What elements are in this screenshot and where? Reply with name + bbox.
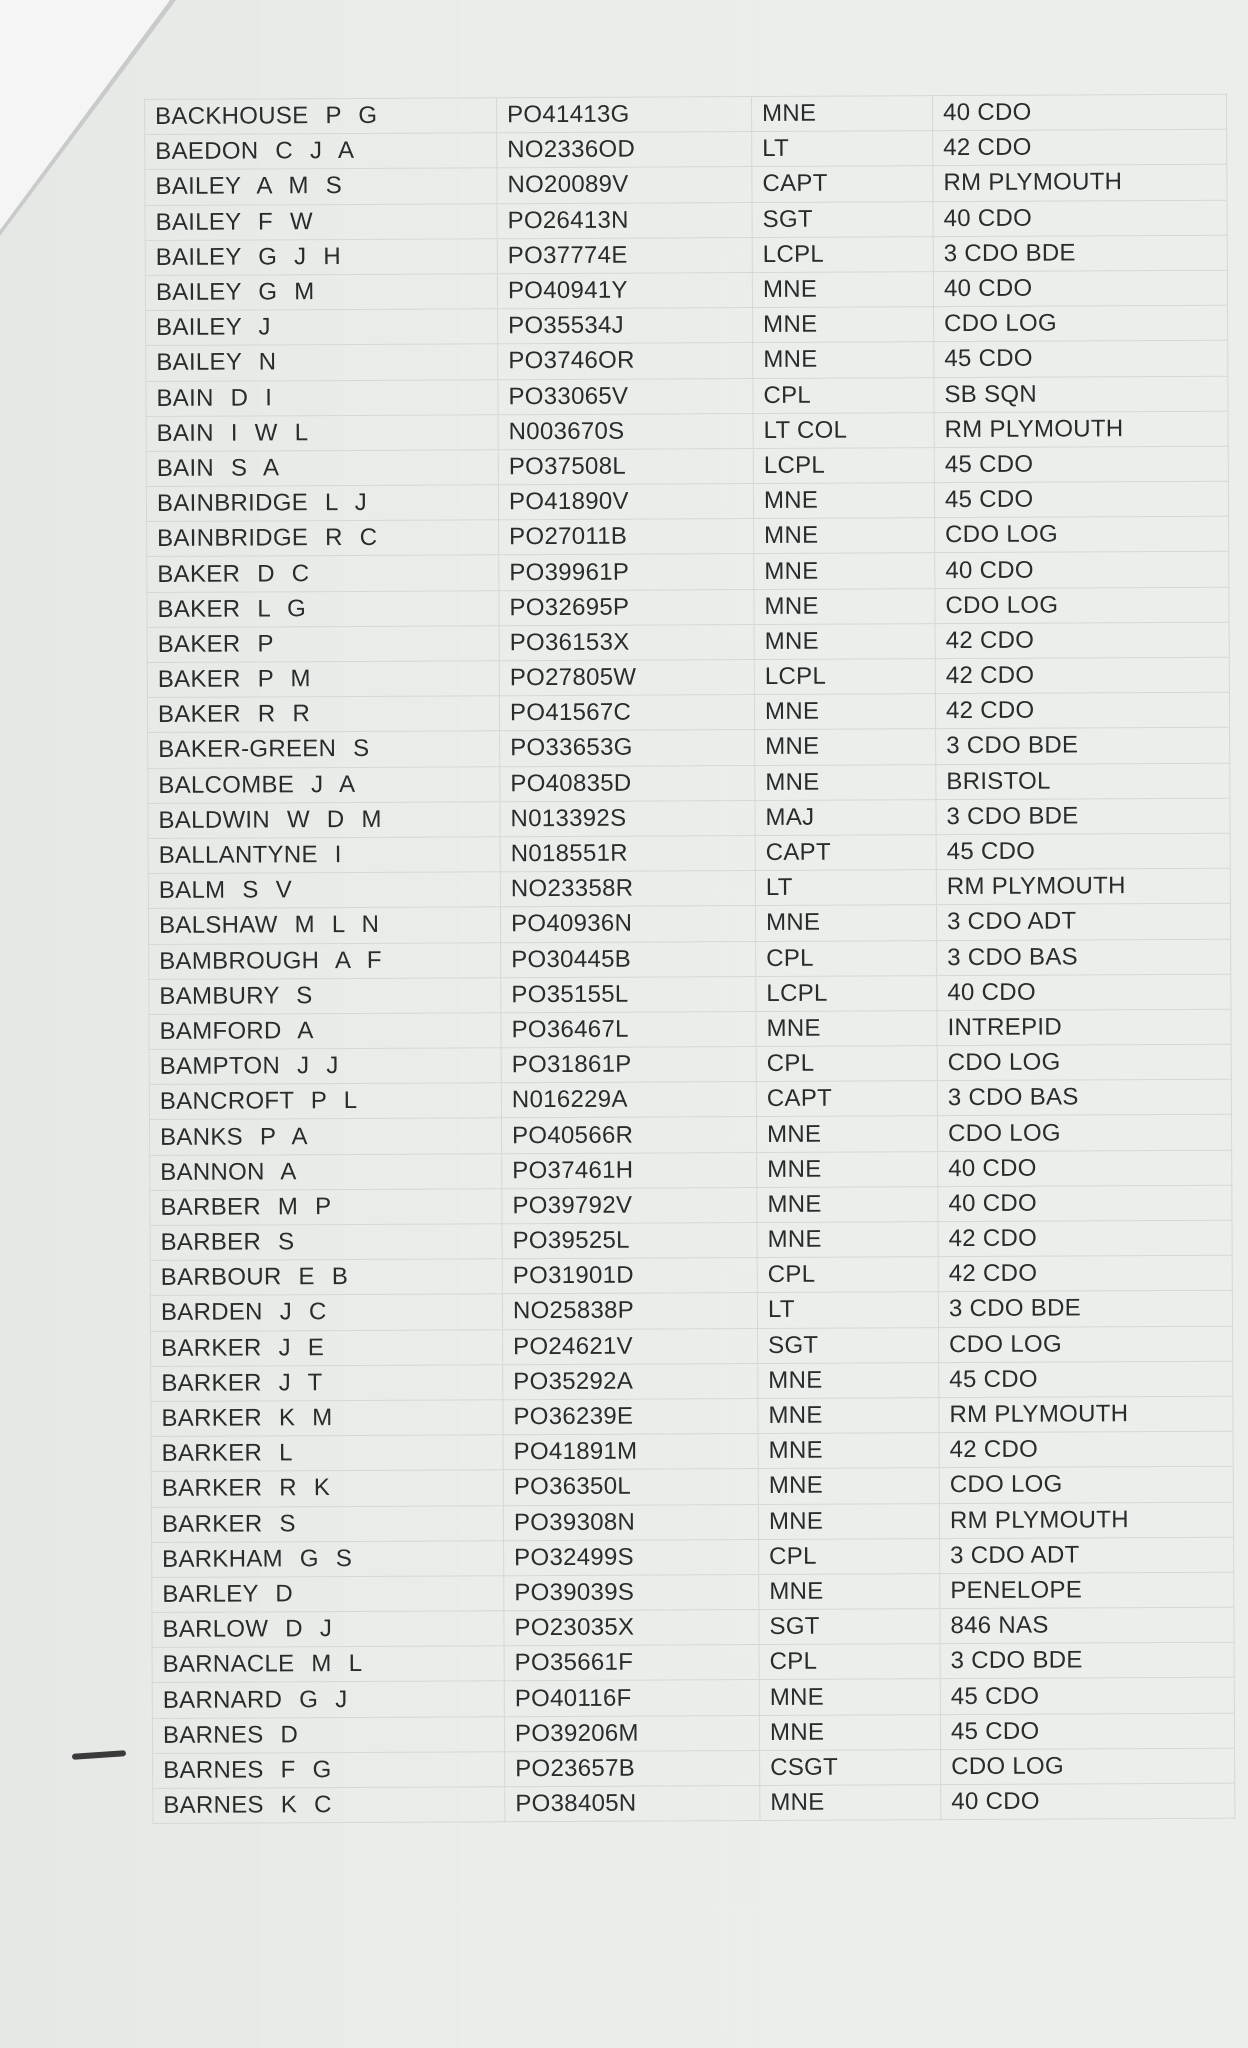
service-number-cell: PO37774E xyxy=(497,237,752,273)
rank-cell: LCPL xyxy=(752,236,933,272)
rank-cell: LT xyxy=(752,131,933,167)
table-row xyxy=(148,868,1230,908)
service-number-cell: PO30445B xyxy=(501,941,756,977)
roster-body xyxy=(145,94,1235,1823)
table-row xyxy=(149,1079,1231,1119)
service-number-cell: PO35292A xyxy=(503,1363,758,1399)
rank-cell: SGT xyxy=(759,1609,940,1645)
unit-cell: 40 CDO xyxy=(938,1185,1232,1222)
service-number-cell: PO40116F xyxy=(504,1680,759,1716)
unit-cell: CDO LOG xyxy=(939,1326,1233,1363)
service-number-cell: N013392S xyxy=(500,800,755,836)
table-row xyxy=(146,341,1228,381)
unit-cell: CDO LOG xyxy=(935,587,1229,624)
service-number-cell: PO35155L xyxy=(501,976,756,1012)
service-number-cell: PO39308N xyxy=(503,1504,758,1540)
table-row xyxy=(151,1361,1233,1401)
rank-cell: MNE xyxy=(759,1679,940,1715)
table-row xyxy=(147,516,1229,556)
service-number-cell: PO24621V xyxy=(503,1328,758,1364)
table-row xyxy=(152,1572,1234,1612)
name-cell: BAMBURY S xyxy=(149,977,501,1014)
unit-cell: 40 CDO xyxy=(941,1783,1235,1820)
rank-cell: CPL xyxy=(759,1538,940,1574)
table-row xyxy=(148,728,1230,768)
unit-cell: 3 CDO ADT xyxy=(936,904,1230,941)
unit-cell: RM PLYMOUTH xyxy=(939,1396,1233,1433)
name-cell: BANCROFT P L xyxy=(149,1083,501,1120)
rank-cell: MNE xyxy=(758,1503,939,1539)
service-number-cell: PO39206M xyxy=(504,1715,759,1751)
rank-cell: CAPT xyxy=(756,1081,937,1117)
name-cell: BAKER L G xyxy=(147,590,499,627)
table-row xyxy=(151,1502,1233,1542)
name-cell: BARKER J T xyxy=(151,1365,503,1402)
name-cell: BARNARD G J xyxy=(152,1681,504,1718)
unit-cell: CDO LOG xyxy=(937,1044,1231,1081)
table-row xyxy=(151,1467,1233,1507)
name-cell: BAINBRIDGE L J xyxy=(146,485,498,522)
rank-cell: MNE xyxy=(753,307,934,343)
table-row xyxy=(145,165,1227,205)
service-number-cell: PO40936N xyxy=(500,906,755,942)
rank-cell: MNE xyxy=(751,96,932,132)
service-number-cell: PO36153X xyxy=(499,624,754,660)
service-number-cell: PO41413G xyxy=(496,97,751,133)
table-row xyxy=(152,1537,1234,1577)
rank-cell: MNE xyxy=(752,272,933,308)
unit-cell: 45 CDO xyxy=(934,481,1228,518)
table-row xyxy=(150,1150,1232,1190)
rank-cell: MNE xyxy=(758,1398,939,1434)
unit-cell: INTREPID xyxy=(937,1009,1231,1046)
service-number-cell: N016229A xyxy=(501,1082,756,1118)
rank-cell: MNE xyxy=(757,1186,938,1222)
table-row xyxy=(150,1255,1232,1295)
name-cell: BARNES D xyxy=(152,1716,504,1753)
rank-cell: MNE xyxy=(754,623,935,659)
service-number-cell: PO39961P xyxy=(499,554,754,590)
name-cell: BAKER R R xyxy=(147,696,499,733)
name-cell: BAMPTON J J xyxy=(149,1048,501,1085)
table-row xyxy=(150,1185,1232,1225)
unit-cell: 42 CDO xyxy=(933,129,1227,166)
unit-cell: 3 CDO BDE xyxy=(936,798,1230,835)
table-row xyxy=(153,1748,1235,1788)
unit-cell: CDO LOG xyxy=(941,1748,1235,1785)
rank-cell: LT xyxy=(757,1292,938,1328)
rank-cell: MNE xyxy=(757,1222,938,1258)
rank-cell: MNE xyxy=(754,588,935,624)
rank-cell: CAPT xyxy=(752,166,933,202)
table-row xyxy=(146,411,1228,451)
name-cell: BARKHAM G S xyxy=(152,1540,504,1577)
table-row xyxy=(145,94,1227,134)
name-cell: BAILEY A M S xyxy=(145,168,497,205)
unit-cell: 40 CDO xyxy=(933,270,1227,307)
service-number-cell: PO39039S xyxy=(504,1574,759,1610)
rank-cell: MNE xyxy=(758,1468,939,1504)
rank-cell: MNE xyxy=(754,553,935,589)
table-row xyxy=(148,833,1230,873)
service-number-cell: PO33065V xyxy=(498,378,753,414)
table-row xyxy=(148,798,1230,838)
rank-cell: LCPL xyxy=(753,448,934,484)
unit-cell: RM PLYMOUTH xyxy=(936,868,1230,905)
unit-cell: RM PLYMOUTH xyxy=(933,165,1227,202)
name-cell: BAIN I W L xyxy=(146,414,498,451)
unit-cell: 45 CDO xyxy=(936,833,1230,870)
rank-cell: MNE xyxy=(756,1116,937,1152)
service-number-cell: PO27805W xyxy=(499,660,754,696)
unit-cell: 40 CDO xyxy=(935,552,1229,589)
table-row xyxy=(147,692,1229,732)
name-cell: BAILEY N xyxy=(146,344,498,381)
name-cell: BAKER P M xyxy=(147,661,499,698)
unit-cell: CDO LOG xyxy=(935,516,1229,553)
name-cell: BALM S V xyxy=(148,872,500,909)
table-row xyxy=(150,1291,1232,1331)
service-number-cell: N003670S xyxy=(498,413,753,449)
rank-cell: CSGT xyxy=(760,1749,941,1785)
name-cell: BARKER J E xyxy=(151,1329,503,1366)
unit-cell: 40 CDO xyxy=(933,200,1227,237)
service-number-cell: PO39525L xyxy=(502,1223,757,1259)
service-number-cell: PO36350L xyxy=(503,1469,758,1505)
table-row xyxy=(149,974,1231,1014)
service-number-cell: PO23657B xyxy=(505,1750,760,1786)
service-number-cell: PO27011B xyxy=(499,519,754,555)
rank-cell: CAPT xyxy=(755,835,936,871)
table-row xyxy=(152,1607,1234,1647)
table-row xyxy=(153,1783,1235,1823)
table-row xyxy=(149,1044,1231,1084)
name-cell: BAILEY F W xyxy=(145,203,497,240)
rank-cell: MNE xyxy=(759,1574,940,1610)
name-cell: BAEDON C J A xyxy=(145,133,497,170)
table-row xyxy=(150,1220,1232,1260)
unit-cell: 3 CDO BDE xyxy=(938,1291,1232,1328)
rank-cell: LT xyxy=(755,870,936,906)
table-row xyxy=(149,1009,1231,1049)
service-number-cell: PO41891M xyxy=(503,1434,758,1470)
table-row xyxy=(152,1642,1234,1682)
unit-cell: 40 CDO xyxy=(938,1150,1232,1187)
table-row xyxy=(146,481,1228,521)
unit-cell: 42 CDO xyxy=(935,692,1229,729)
table-row xyxy=(147,587,1229,627)
table-row xyxy=(152,1713,1234,1753)
service-number-cell: PO33653G xyxy=(500,730,755,766)
table-row xyxy=(147,657,1229,697)
rank-cell: MNE xyxy=(757,1151,938,1187)
personnel-roster-table xyxy=(144,94,1235,1824)
service-number-cell: PO23035X xyxy=(504,1610,759,1646)
table-row xyxy=(147,552,1229,592)
service-number-cell: PO41567C xyxy=(499,695,754,731)
service-number-cell: PO3746OR xyxy=(498,343,753,379)
rank-cell: MNE xyxy=(755,729,936,765)
service-number-cell: PO36467L xyxy=(501,1011,756,1047)
unit-cell: 3 CDO BDE xyxy=(933,235,1227,272)
rank-cell: SGT xyxy=(758,1327,939,1363)
rank-cell: CPL xyxy=(756,1046,937,1082)
unit-cell: BRISTOL xyxy=(936,763,1230,800)
table-row xyxy=(149,1115,1231,1155)
unit-cell: 42 CDO xyxy=(938,1220,1232,1257)
unit-cell: 3 CDO BAS xyxy=(937,1079,1231,1116)
name-cell: BARNACLE M L xyxy=(152,1646,504,1683)
name-cell: BARBOUR E B xyxy=(150,1259,502,1296)
name-cell: BANKS P A xyxy=(149,1118,501,1155)
name-cell: BAILEY J xyxy=(146,309,498,346)
service-number-cell: PO35534J xyxy=(498,308,753,344)
rank-cell: LT COL xyxy=(753,412,934,448)
service-number-cell: PO32695P xyxy=(499,589,754,625)
unit-cell: 40 CDO xyxy=(932,94,1226,131)
rank-cell: MNE xyxy=(753,342,934,378)
service-number-cell: PO35661F xyxy=(504,1645,759,1681)
name-cell: BAKER-GREEN S xyxy=(148,731,500,768)
rank-cell: MNE xyxy=(755,764,936,800)
unit-cell: RM PLYMOUTH xyxy=(939,1502,1233,1539)
table-row xyxy=(146,305,1228,345)
service-number-cell: PO40835D xyxy=(500,765,755,801)
name-cell: BARKER S xyxy=(151,1505,503,1542)
table-row xyxy=(145,200,1227,240)
table-row xyxy=(151,1396,1233,1436)
unit-cell: 42 CDO xyxy=(938,1255,1232,1292)
table-row xyxy=(147,622,1229,662)
name-cell: BALDWIN W D M xyxy=(148,802,500,839)
name-cell: BAILEY G M xyxy=(145,274,497,311)
name-cell: BARKER L xyxy=(151,1435,503,1472)
rank-cell: MNE xyxy=(758,1362,939,1398)
name-cell: BAIN D I xyxy=(146,379,498,416)
table-row xyxy=(151,1431,1233,1471)
service-number-cell: PO39792V xyxy=(502,1187,757,1223)
service-number-cell: NO23358R xyxy=(500,871,755,907)
service-number-cell: PO41890V xyxy=(498,484,753,520)
unit-cell: 45 CDO xyxy=(940,1678,1234,1715)
name-cell: BAINBRIDGE R C xyxy=(147,520,499,557)
name-cell: BARLOW D J xyxy=(152,1611,504,1648)
service-number-cell: PO31901D xyxy=(502,1258,757,1294)
rank-cell: MNE xyxy=(754,518,935,554)
rank-cell: MNE xyxy=(760,1785,941,1821)
name-cell: BARLEY D xyxy=(152,1576,504,1613)
unit-cell: 3 CDO BDE xyxy=(940,1642,1234,1679)
service-number-cell: PO40941Y xyxy=(497,272,752,308)
unit-cell: 45 CDO xyxy=(939,1361,1233,1398)
name-cell: BALCOMBE J A xyxy=(148,766,500,803)
name-cell: BARKER R K xyxy=(151,1470,503,1507)
unit-cell: 42 CDO xyxy=(939,1431,1233,1468)
unit-cell: CDO LOG xyxy=(934,305,1228,342)
rank-cell: CPL xyxy=(759,1644,940,1680)
name-cell: BARDEN J C xyxy=(150,1294,502,1331)
service-number-cell: PO26413N xyxy=(497,202,752,238)
service-number-cell: PO32499S xyxy=(504,1539,759,1575)
rank-cell: MNE xyxy=(753,483,934,519)
service-number-cell: PO31861P xyxy=(501,1047,756,1083)
rank-cell: MNE xyxy=(756,1011,937,1047)
service-number-cell: NO25838P xyxy=(502,1293,757,1329)
unit-cell: 42 CDO xyxy=(935,622,1229,659)
unit-cell: 45 CDO xyxy=(934,341,1228,378)
name-cell: BAMBROUGH A F xyxy=(149,942,501,979)
name-cell: BALLANTYNE I xyxy=(148,837,500,874)
unit-cell: CDO LOG xyxy=(937,1115,1231,1152)
rank-cell: MNE xyxy=(755,905,936,941)
rank-cell: MNE xyxy=(758,1433,939,1469)
unit-cell: 3 CDO BAS xyxy=(937,939,1231,976)
unit-cell: 45 CDO xyxy=(940,1713,1234,1750)
name-cell: BALSHAW M L N xyxy=(148,907,500,944)
rank-cell: CPL xyxy=(757,1257,938,1293)
name-cell: BACKHOUSE P G xyxy=(145,98,497,135)
unit-cell: RM PLYMOUTH xyxy=(934,411,1228,448)
service-number-cell: PO38405N xyxy=(505,1786,760,1822)
name-cell: BAIN S A xyxy=(146,450,498,487)
name-cell: BARBER M P xyxy=(150,1189,502,1226)
name-cell: BAKER P xyxy=(147,626,499,663)
name-cell: BARNES K C xyxy=(153,1787,505,1824)
table-row xyxy=(151,1326,1233,1366)
name-cell: BAMFORD A xyxy=(149,1013,501,1050)
unit-cell: 42 CDO xyxy=(935,657,1229,694)
name-cell: BAKER D C xyxy=(147,555,499,592)
unit-cell: 846 NAS xyxy=(940,1607,1234,1644)
unit-cell: 3 CDO ADT xyxy=(940,1537,1234,1574)
rank-cell: MNE xyxy=(754,694,935,730)
service-number-cell: N018551R xyxy=(500,835,755,871)
table-row xyxy=(148,904,1230,944)
service-number-cell: PO40566R xyxy=(501,1117,756,1153)
rank-cell: LCPL xyxy=(754,659,935,695)
rank-cell: MAJ xyxy=(755,799,936,835)
table-row xyxy=(145,235,1227,275)
unit-cell: 45 CDO xyxy=(934,446,1228,483)
pen-mark xyxy=(72,1750,126,1760)
unit-cell: SB SQN xyxy=(934,376,1228,413)
service-number-cell: PO37461H xyxy=(502,1152,757,1188)
service-number-cell: PO37508L xyxy=(498,448,753,484)
rank-cell: MNE xyxy=(759,1714,940,1750)
service-number-cell: PO36239E xyxy=(503,1398,758,1434)
table-row xyxy=(146,446,1228,486)
unit-cell: 40 CDO xyxy=(937,974,1231,1011)
table-row xyxy=(146,376,1228,416)
name-cell: BARKER K M xyxy=(151,1400,503,1437)
name-cell: BANNON A xyxy=(150,1153,502,1190)
service-number-cell: NO20089V xyxy=(497,167,752,203)
name-cell: BARNES F G xyxy=(153,1752,505,1789)
table-row xyxy=(152,1678,1234,1718)
name-cell: BAILEY G J H xyxy=(145,239,497,276)
unit-cell: PENELOPE xyxy=(940,1572,1234,1609)
rank-cell: CPL xyxy=(753,377,934,413)
table-row xyxy=(145,129,1227,169)
name-cell: BARBER S xyxy=(150,1224,502,1261)
table-row xyxy=(145,270,1227,310)
table-row xyxy=(149,939,1231,979)
table-row xyxy=(148,763,1230,803)
rank-cell: SGT xyxy=(752,201,933,237)
rank-cell: LCPL xyxy=(756,975,937,1011)
rank-cell: CPL xyxy=(756,940,937,976)
service-number-cell: NO2336OD xyxy=(497,132,752,168)
unit-cell: 3 CDO BDE xyxy=(936,728,1230,765)
unit-cell: CDO LOG xyxy=(939,1467,1233,1504)
